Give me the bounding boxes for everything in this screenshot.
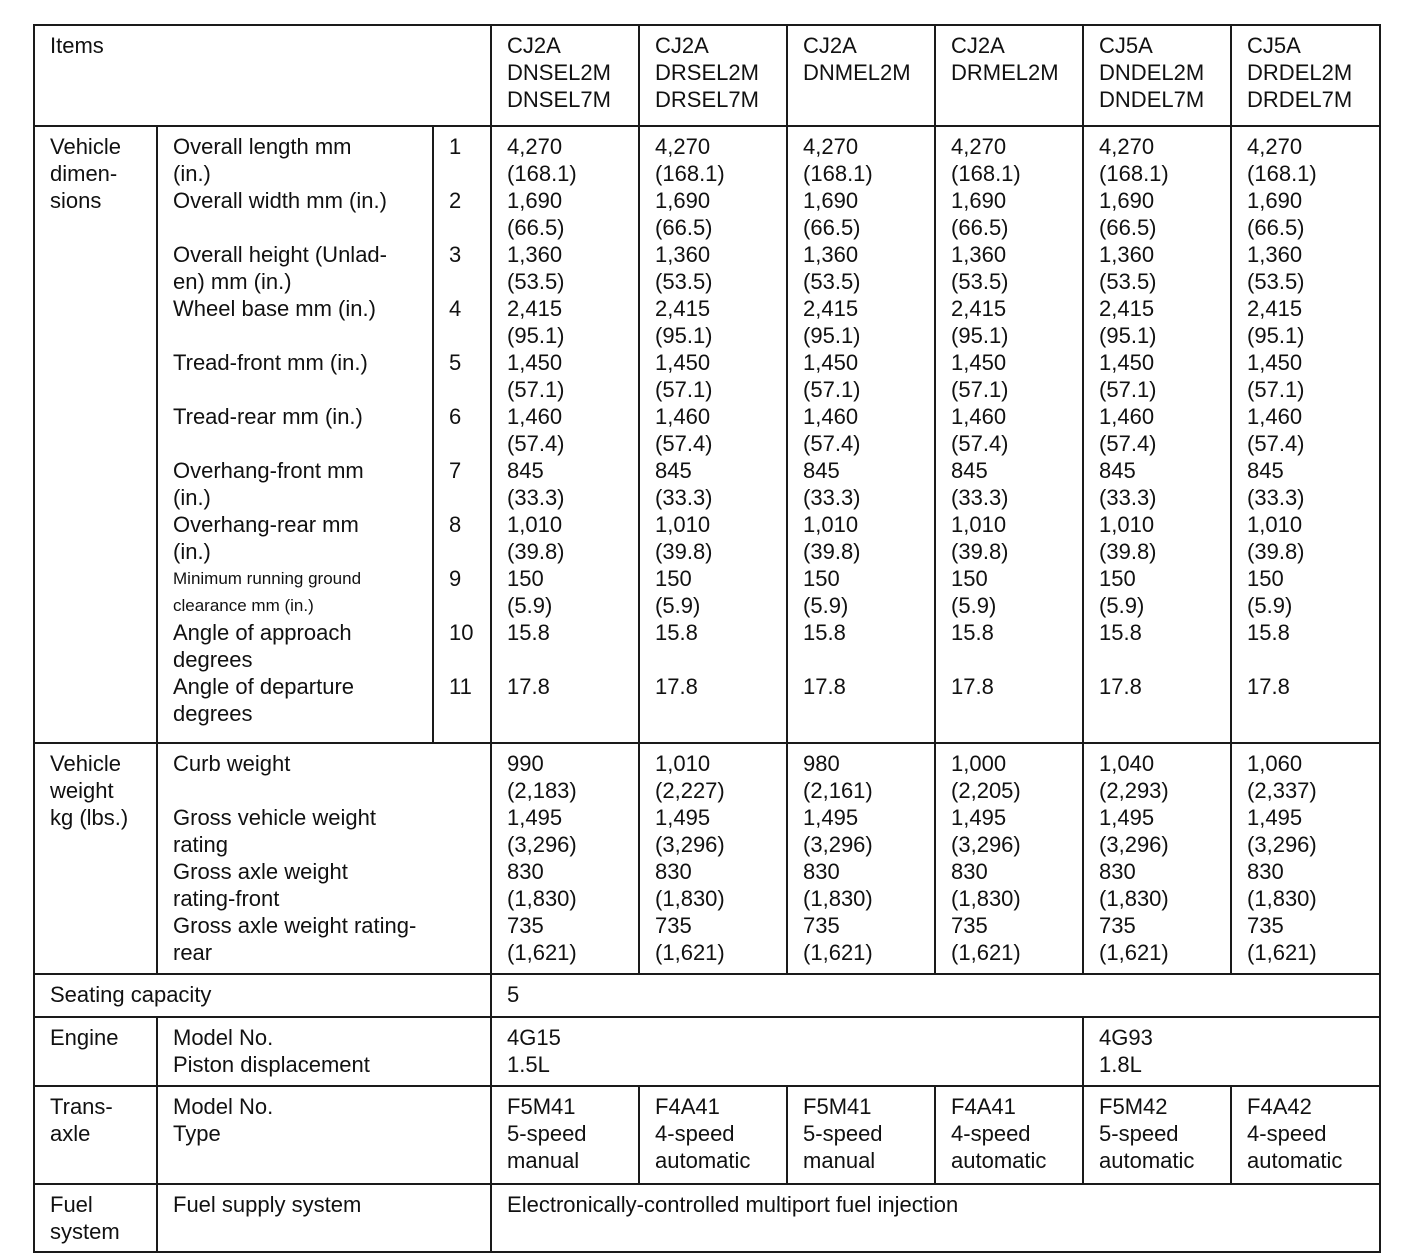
- dimension-value: 2,415: [507, 296, 563, 321]
- dimension-value: 17.8: [803, 674, 846, 699]
- model-code: CJ2A: [507, 33, 561, 58]
- dimension-number: 10: [449, 620, 474, 645]
- weight-value: (1,830): [803, 886, 873, 911]
- weight-label: rating: [173, 832, 229, 857]
- dimension-number: 11: [449, 674, 472, 699]
- weight-label: rating-front: [173, 886, 280, 911]
- fuel-value-cell: [491, 1184, 1380, 1252]
- dimension-label: [173, 430, 428, 457]
- dimension-value: 1,460: [507, 404, 563, 429]
- dimension-values: [491, 126, 639, 743]
- dimension-value: 15.8: [803, 620, 846, 645]
- dimension-label: Tread-rear mm (in.): [173, 404, 363, 429]
- weight-value: 830: [951, 859, 988, 884]
- dimension-numbers: [433, 126, 491, 743]
- dimension-label: Overall length mm: [173, 134, 352, 159]
- engine-displacement: 1.8L: [1099, 1052, 1142, 1077]
- weight-value: (3,296): [1247, 832, 1317, 857]
- dimension-value: 17.8: [1247, 674, 1290, 699]
- dimension-value-in: (53.5): [803, 269, 861, 294]
- dimension-value-in: (168.1): [803, 161, 873, 186]
- dimension-value-in: (66.5): [951, 215, 1009, 240]
- weight-value: (3,296): [655, 832, 725, 857]
- model-header-cell: [639, 25, 787, 126]
- dimension-value: 1,690: [1247, 188, 1303, 213]
- model-variant: DRMEL2M: [951, 60, 1059, 85]
- dimension-value: 1,360: [655, 242, 711, 267]
- dimension-value-in: (57.1): [507, 377, 565, 402]
- dimension-value: 17.8: [951, 674, 994, 699]
- model-code: CJ2A: [951, 33, 1005, 58]
- weight-label: rear: [173, 940, 213, 965]
- dimension-value: 1,690: [507, 188, 563, 213]
- dimension-value-in: (39.8): [951, 539, 1009, 564]
- weight-row: [34, 743, 1380, 974]
- weight-value: (3,296): [803, 832, 873, 857]
- dimension-value: 15.8: [1099, 620, 1142, 645]
- dimension-label: [173, 322, 428, 349]
- transaxle-value-cell: F4A42 4-speed automatic: [1231, 1086, 1380, 1184]
- weight-values: [1083, 743, 1231, 974]
- dimension-number: 8: [449, 512, 462, 537]
- engine-group-label: Engine: [34, 1017, 157, 1086]
- model-variant: DRSEL7M: [655, 87, 759, 112]
- dimension-value: 150: [655, 566, 692, 591]
- dimension-value: 845: [1099, 458, 1136, 483]
- dimension-values: [1083, 126, 1231, 743]
- dimension-value: 1,450: [507, 350, 563, 375]
- weight-label: Gross axle weight: [173, 859, 348, 884]
- dimension-value-in: [803, 646, 930, 673]
- weight-value: (3,296): [507, 832, 577, 857]
- seating-label: Seating capacity: [50, 982, 212, 1007]
- model-variant: DRSEL2M: [655, 60, 759, 85]
- seating-value: 5: [507, 982, 520, 1007]
- header-row: [34, 25, 1380, 126]
- model-variant: DNSEL7M: [507, 87, 611, 112]
- dimension-value-in: (57.1): [655, 377, 713, 402]
- dimension-value: 1,360: [507, 242, 563, 267]
- weight-value: 980: [803, 751, 840, 776]
- dimension-label: [173, 214, 428, 241]
- dimension-label: Overhang-rear mm: [173, 512, 359, 537]
- weight-value: (2,161): [803, 778, 873, 803]
- weight-value: 735: [1247, 913, 1284, 938]
- dimension-label: Overall height (Unlad-: [173, 242, 387, 267]
- dimension-label: Angle of approach: [173, 620, 352, 645]
- dimension-value: 1,690: [803, 188, 859, 213]
- dimension-value-in: (53.5): [655, 269, 713, 294]
- dimension-value: 845: [655, 458, 692, 483]
- dimension-value: 4,270: [655, 134, 711, 159]
- weight-value: 735: [655, 913, 692, 938]
- engine-value-cell: [1083, 1017, 1380, 1086]
- dimension-value: 1,360: [1099, 242, 1155, 267]
- weight-value: 735: [507, 913, 544, 938]
- dimension-value: 2,415: [951, 296, 1007, 321]
- dimension-label: clearance mm (in.): [173, 596, 314, 615]
- dimension-value-in: (95.1): [1247, 323, 1305, 348]
- weight-value: 735: [951, 913, 988, 938]
- dimension-value-in: (39.8): [1099, 539, 1157, 564]
- dimension-value-in: (57.1): [1099, 377, 1157, 402]
- dimension-label: degrees: [173, 701, 253, 726]
- model-header-cell: [935, 25, 1083, 126]
- dimension-value-in: (5.9): [803, 593, 849, 618]
- dimension-value-in: (95.1): [507, 323, 565, 348]
- engine-model: 4G15: [507, 1025, 561, 1050]
- weight-labels: [157, 743, 491, 974]
- dimension-number: 7: [449, 458, 462, 483]
- transaxle-value-cell: F5M41 5-speed manual: [787, 1086, 935, 1184]
- dimension-label: [173, 376, 428, 403]
- dimension-value-in: (57.4): [951, 431, 1009, 456]
- dimension-value: 4,270: [803, 134, 859, 159]
- dimension-number: 1: [449, 134, 462, 159]
- dimension-label: Overall width mm (in.): [173, 188, 387, 213]
- seating-row: [34, 974, 1380, 1017]
- weight-value: (1,830): [655, 886, 725, 911]
- dimension-value-in: (66.5): [655, 215, 713, 240]
- dimension-value-in: (33.3): [507, 485, 565, 510]
- transaxle-group-label: Trans- axle: [34, 1086, 157, 1184]
- dimension-value-in: (33.3): [803, 485, 861, 510]
- dimension-label: Overhang-front mm: [173, 458, 364, 483]
- dimension-value-in: (95.1): [951, 323, 1009, 348]
- dimension-value-in: [803, 700, 930, 727]
- dimension-value-in: (95.1): [655, 323, 713, 348]
- dimension-value: 150: [507, 566, 544, 591]
- dimension-value-in: (33.3): [1099, 485, 1157, 510]
- weight-value: 830: [655, 859, 692, 884]
- dimension-value-in: (39.8): [1247, 539, 1305, 564]
- dimension-value: 4,270: [1247, 134, 1303, 159]
- weight-value: 735: [1099, 913, 1136, 938]
- dimension-value-in: (66.5): [1247, 215, 1305, 240]
- weight-value: 1,495: [951, 805, 1007, 830]
- weight-value: (3,296): [1099, 832, 1169, 857]
- dimension-value-in: (57.1): [951, 377, 1009, 402]
- dimension-number: 5: [449, 350, 462, 375]
- model-header-cell: [1231, 25, 1380, 126]
- dimension-value-in: (53.5): [1099, 269, 1157, 294]
- dimension-value: 17.8: [655, 674, 698, 699]
- engine-row: [34, 1017, 1380, 1086]
- dimension-value: 2,415: [1099, 296, 1155, 321]
- dimension-value: 150: [803, 566, 840, 591]
- dimension-value: 4,270: [1099, 134, 1155, 159]
- weight-value: (1,830): [951, 886, 1021, 911]
- dimension-label: (in.): [173, 161, 211, 186]
- weight-value: (2,293): [1099, 778, 1169, 803]
- weight-value: (2,227): [655, 778, 725, 803]
- dimension-value-in: (57.4): [1247, 431, 1305, 456]
- dimension-number: 6: [449, 404, 462, 429]
- model-variant: DNDEL7M: [1099, 87, 1205, 112]
- dimension-value-in: (57.4): [1099, 431, 1157, 456]
- weight-value: 1,495: [655, 805, 711, 830]
- weight-value: 830: [1099, 859, 1136, 884]
- dimension-label: Tread-front mm (in.): [173, 350, 368, 375]
- fuel-group-label: Fuel system: [34, 1184, 157, 1252]
- model-variant: DNSEL2M: [507, 60, 611, 85]
- dimension-value-in: [951, 700, 1078, 727]
- dimension-value-in: (66.5): [1099, 215, 1157, 240]
- dimension-label: Minimum running ground: [173, 569, 362, 588]
- dimension-value-in: (33.3): [1247, 485, 1305, 510]
- model-code: CJ2A: [803, 33, 857, 58]
- dimension-value: 1,360: [1247, 242, 1303, 267]
- dimension-value: 845: [951, 458, 988, 483]
- dimension-number: 2: [449, 188, 462, 213]
- dimension-value: 15.8: [655, 620, 698, 645]
- dimension-value-in: (57.4): [803, 431, 861, 456]
- dimension-value: 1,360: [951, 242, 1007, 267]
- weight-value: (3,296): [951, 832, 1021, 857]
- model-header-cell: [787, 25, 935, 126]
- dimension-value: 1,010: [951, 512, 1007, 537]
- fuel-value: Electronically-controlled multiport fuel injection: [507, 1192, 959, 1217]
- dimension-value: 15.8: [951, 620, 994, 645]
- weight-value: 1,010: [655, 751, 711, 776]
- dimension-number: 3: [449, 242, 462, 267]
- weight-value: 1,495: [803, 805, 859, 830]
- dimension-value-in: (33.3): [655, 485, 713, 510]
- dimension-values: [787, 126, 935, 743]
- engine-value-cell: [491, 1017, 1083, 1086]
- dimension-label: Wheel base mm (in.): [173, 296, 376, 321]
- transaxle-value-cell: F5M42 5-speed automatic: [1083, 1086, 1231, 1184]
- dimension-value-in: [1247, 646, 1375, 673]
- dimension-value-in: (168.1): [1247, 161, 1317, 186]
- dimension-value-in: (33.3): [951, 485, 1009, 510]
- weight-value: 1,495: [507, 805, 563, 830]
- dimension-value-in: (53.5): [1247, 269, 1305, 294]
- dimension-label: en) mm (in.): [173, 269, 292, 294]
- weight-value: 1,495: [1099, 805, 1155, 830]
- dimension-value: 1,010: [655, 512, 711, 537]
- dimension-value: 2,415: [803, 296, 859, 321]
- model-code: CJ5A: [1099, 33, 1153, 58]
- dimension-label: degrees: [173, 647, 253, 672]
- dimension-value: 1,460: [655, 404, 711, 429]
- weight-value: (1,830): [507, 886, 577, 911]
- transaxle-value-cell: F4A41 4-speed automatic: [639, 1086, 787, 1184]
- dimension-value: 15.8: [1247, 620, 1290, 645]
- weight-value: (2,337): [1247, 778, 1317, 803]
- dimension-values: [935, 126, 1083, 743]
- dimension-value-in: [1099, 700, 1226, 727]
- dimension-value-in: (5.9): [1247, 593, 1293, 618]
- fuel-row: [34, 1184, 1380, 1252]
- dimensions-row: [34, 126, 1380, 743]
- weight-group-label: Vehicle weight kg (lbs.): [34, 743, 157, 974]
- dimension-value-in: [951, 646, 1078, 673]
- seating-label-cell: [34, 974, 491, 1017]
- transaxle-row: [34, 1086, 1380, 1184]
- weight-value: 1,040: [1099, 751, 1155, 776]
- dimension-number: 9: [449, 566, 462, 591]
- model-header-cell: [491, 25, 639, 126]
- items-header: [34, 25, 491, 126]
- weight-value: 990: [507, 751, 544, 776]
- weight-value: (2,205): [951, 778, 1021, 803]
- dimension-value-in: (5.9): [507, 593, 553, 618]
- dimension-value-in: [1099, 646, 1226, 673]
- dimension-value-in: [655, 700, 782, 727]
- transaxle-labels: Model No. Type: [157, 1086, 491, 1184]
- weight-value: 1,000: [951, 751, 1007, 776]
- dimension-value-in: [1247, 700, 1375, 727]
- dimension-value: 845: [803, 458, 840, 483]
- dimension-value: 150: [1247, 566, 1284, 591]
- seating-value-cell: [491, 974, 1380, 1017]
- dimension-values: [1231, 126, 1380, 743]
- specifications-table: [33, 24, 1381, 1253]
- engine-model: 4G93: [1099, 1025, 1153, 1050]
- weight-values: [639, 743, 787, 974]
- dimension-value-in: [507, 646, 634, 673]
- dimension-value: 1,450: [803, 350, 859, 375]
- dimension-value: 1,450: [951, 350, 1007, 375]
- weight-value: (1,621): [507, 940, 577, 965]
- engine-displacement: 1.5L: [507, 1052, 550, 1077]
- model-header-cell: [1083, 25, 1231, 126]
- dimension-value-in: (5.9): [1099, 593, 1145, 618]
- dimension-value-in: (39.8): [803, 539, 861, 564]
- weight-value: 830: [507, 859, 544, 884]
- weight-value: (1,830): [1247, 886, 1317, 911]
- dimension-value-in: (168.1): [655, 161, 725, 186]
- dimension-value: 150: [1099, 566, 1136, 591]
- dimension-value: 17.8: [1099, 674, 1142, 699]
- dimension-labels: [157, 126, 433, 743]
- weight-values: [1231, 743, 1380, 974]
- dimension-value-in: [655, 646, 782, 673]
- dimension-value: 1,450: [655, 350, 711, 375]
- dimension-values: [639, 126, 787, 743]
- dimension-value: 1,690: [951, 188, 1007, 213]
- weight-label: Curb weight: [173, 751, 291, 776]
- weight-values: [787, 743, 935, 974]
- weight-label: [173, 777, 486, 804]
- dimension-value-in: (168.1): [507, 161, 577, 186]
- dimension-value-in: (57.1): [1247, 377, 1305, 402]
- weight-value: 830: [803, 859, 840, 884]
- dimension-value-in: (39.8): [655, 539, 713, 564]
- dimension-value: 1,360: [803, 242, 859, 267]
- model-variant: DNDEL2M: [1099, 60, 1205, 85]
- dimension-value: 150: [951, 566, 988, 591]
- dimension-value: 1,690: [655, 188, 711, 213]
- dimension-value-in: (57.4): [507, 431, 565, 456]
- dimension-number: 4: [449, 296, 462, 321]
- weight-value: 1,060: [1247, 751, 1303, 776]
- dimension-value: 2,415: [1247, 296, 1303, 321]
- spec-page: [33, 24, 1381, 1253]
- dimension-value: 845: [507, 458, 544, 483]
- dimension-value-in: (57.1): [803, 377, 861, 402]
- dimension-value-in: [507, 700, 634, 727]
- model-code: CJ2A: [655, 33, 709, 58]
- dimension-value-in: (66.5): [507, 215, 565, 240]
- dimension-value: 4,270: [951, 134, 1007, 159]
- weight-values: [935, 743, 1083, 974]
- dimension-label: (in.): [173, 485, 211, 510]
- weight-value: 1,495: [1247, 805, 1303, 830]
- dimension-value: 1,010: [1099, 512, 1155, 537]
- dimension-value-in: (5.9): [951, 593, 997, 618]
- weight-value: 830: [1247, 859, 1284, 884]
- weight-values: [491, 743, 639, 974]
- dimension-value-in: (39.8): [507, 539, 565, 564]
- weight-label: Gross axle weight rating-: [173, 913, 417, 938]
- model-variant: DRDEL2M: [1247, 60, 1353, 85]
- weight-value: (1,621): [951, 940, 1021, 965]
- items-label: Items: [50, 33, 104, 58]
- transaxle-value-cell: F5M41 5-speed manual: [491, 1086, 639, 1184]
- fuel-label-cell: Fuel supply system: [157, 1184, 491, 1252]
- dimension-value-in: (66.5): [803, 215, 861, 240]
- dimension-value-in: (95.1): [803, 323, 861, 348]
- dimension-value-in: (168.1): [1099, 161, 1169, 186]
- engine-labels: Model No. Piston displacement: [157, 1017, 491, 1086]
- dimension-label: (in.): [173, 539, 211, 564]
- model-code: CJ5A: [1247, 33, 1301, 58]
- dimension-value: 17.8: [507, 674, 550, 699]
- weight-value: (1,621): [1099, 940, 1169, 965]
- dimension-value-in: (53.5): [951, 269, 1009, 294]
- dimension-value: 845: [1247, 458, 1284, 483]
- dimension-value-in: (57.4): [655, 431, 713, 456]
- dimension-value: 1,010: [803, 512, 859, 537]
- dimension-value: 1,460: [1099, 404, 1155, 429]
- dimension-value: 1,450: [1099, 350, 1155, 375]
- dimension-value-in: (168.1): [951, 161, 1021, 186]
- dimension-value: 1,450: [1247, 350, 1303, 375]
- model-variant: DRDEL7M: [1247, 87, 1353, 112]
- weight-value: 735: [803, 913, 840, 938]
- weight-value: (1,621): [655, 940, 725, 965]
- transaxle-value-cell: F4A41 4-speed automatic: [935, 1086, 1083, 1184]
- dimension-value-in: (5.9): [655, 593, 701, 618]
- weight-label: Gross vehicle weight: [173, 805, 376, 830]
- dimension-value: 1,460: [803, 404, 859, 429]
- weight-value: (1,830): [1099, 886, 1169, 911]
- dimension-value-in: (95.1): [1099, 323, 1157, 348]
- weight-value: (1,621): [1247, 940, 1317, 965]
- weight-value: (1,621): [803, 940, 873, 965]
- dimension-value: 2,415: [655, 296, 711, 321]
- model-variant: DNMEL2M: [803, 60, 911, 85]
- dimension-value: 1,690: [1099, 188, 1155, 213]
- dimension-value: 15.8: [507, 620, 550, 645]
- dimension-value: 1,010: [507, 512, 563, 537]
- dimension-value: 1,460: [951, 404, 1007, 429]
- weight-value: (2,183): [507, 778, 577, 803]
- dimension-value-in: (53.5): [507, 269, 565, 294]
- dimensions-group-label: Vehicle dimen- sions: [34, 126, 157, 743]
- dimension-label: Angle of departure: [173, 674, 355, 699]
- dimension-value: 1,460: [1247, 404, 1303, 429]
- dimension-value: 4,270: [507, 134, 563, 159]
- dimension-value: 1,010: [1247, 512, 1303, 537]
